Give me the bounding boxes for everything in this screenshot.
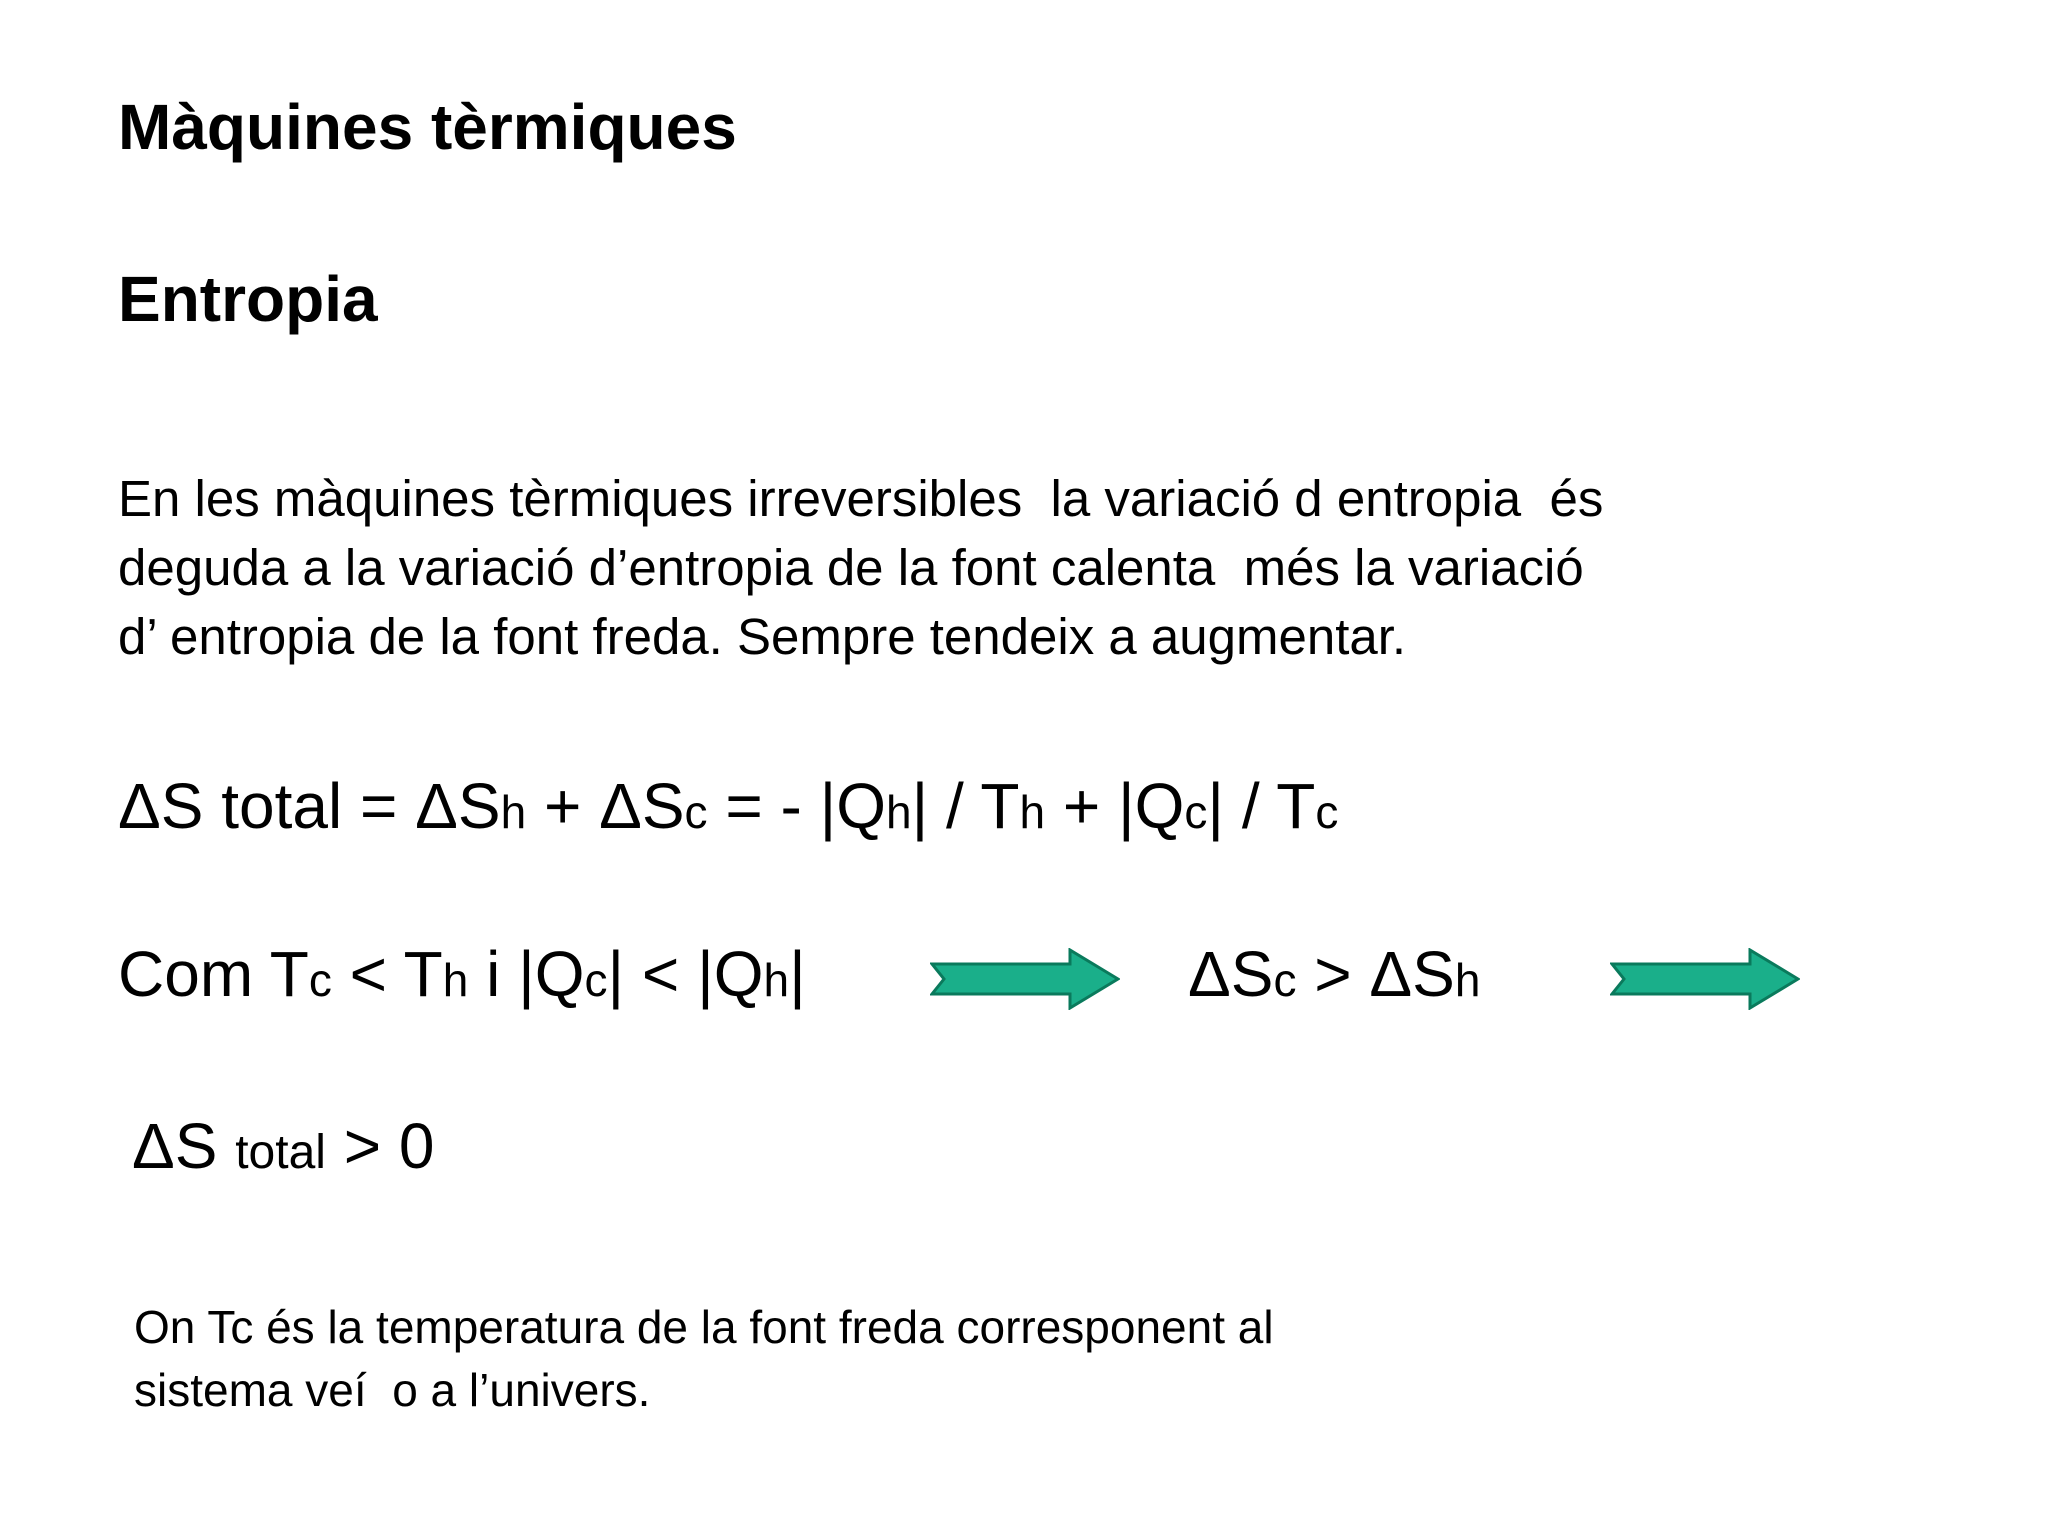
condition-formula: Com Tc < Th i |Qc| < |Qh| (118, 938, 806, 1010)
paragraph-line: deguda a la variació d’entropia de la font calenta més la variació (118, 539, 1584, 596)
footnote-line: On Tc és la temperatura de la font freda corresponent al (134, 1301, 1274, 1353)
entropy-total-formula: ΔS total = ΔSh + ΔSc = - |Qh| / Th + |Qc| / Tc (118, 770, 1339, 842)
footnote (134, 1296, 1274, 1422)
right-arrow-icon (1610, 948, 1800, 1010)
entropy-comparison-formula: ΔSc > ΔSh (1188, 938, 1481, 1010)
slide-title: Màquines tèrmiques (118, 91, 737, 163)
paragraph-line: d’ entropia de la font freda. Sempre tendeix a augmentar. (118, 608, 1407, 665)
explanation-paragraph (118, 464, 1603, 671)
paragraph-line: En les màquines tèrmiques irreversibles la variació d entropia és (118, 470, 1604, 527)
footnote-line: sistema veí o a l’univers. (134, 1364, 651, 1416)
entropy-result-formula: ΔS total > 0 (132, 1110, 435, 1182)
right-arrow-icon (930, 948, 1120, 1010)
slide-subtitle: Entropia (118, 263, 378, 335)
